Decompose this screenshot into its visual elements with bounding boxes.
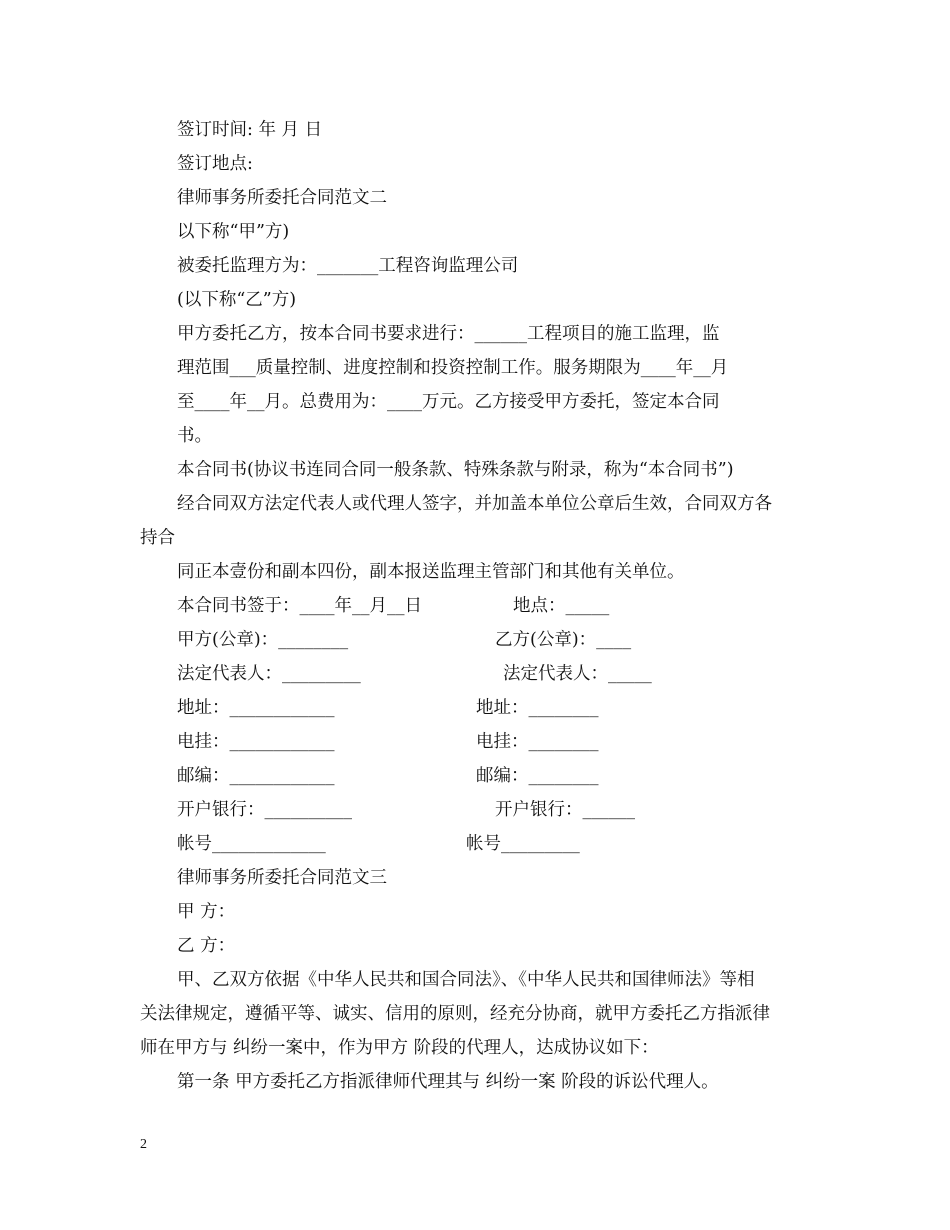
signing-time: 签订时间: 年 月 日 (177, 120, 323, 140)
paragraph-line: 理范围___质量控制、进度控制和投资控制工作。服务期限为____年__月 (177, 358, 729, 378)
paragraph-line: 同正本壹份和副本四份，副本报送监理主管部门和其他有关单位。 (177, 562, 685, 582)
party-b-address: 地址：________ (476, 698, 599, 718)
paragraph-line: 师在甲方与 纠纷一案中，作为甲方 阶段的代理人，达成协议如下： (140, 1038, 659, 1058)
party-b-postcode: 邮编：________ (476, 766, 599, 786)
party-a-note: 以下称“甲”方) (177, 222, 290, 242)
party-a-account: 帐号_____________ (177, 834, 326, 854)
article-one: 第一条 甲方委托乙方指派律师代理其与 纠纷一案 阶段的诉讼代理人。 (177, 1072, 719, 1092)
party-a-telegraph: 电挂：____________ (177, 732, 335, 752)
paragraph-line: 书。 (177, 426, 212, 446)
party-b-representative: 法定代表人：_____ (503, 664, 652, 684)
paragraph-line: 经合同双方法定代表人或代理人签字，并加盖本单位公章后生效，合同双方各 (177, 494, 772, 514)
signing-date: 本合同书签于：____年__月__日 (177, 596, 422, 616)
paragraph-line: 本合同书(协议书连同合同一般条款、特殊条款与附录，称为“本合同书”) (177, 460, 734, 480)
party-b-note: (以下称“乙”方) (177, 290, 297, 310)
supervisor-line: 被委托监理方为：_______工程咨询监理公司 (177, 256, 519, 276)
paragraph-line: 甲方委托乙方，按本合同书要求进行：______工程项目的施工监理，监 (177, 324, 720, 344)
page-number: 2 (140, 1137, 147, 1152)
party-b-account: 帐号_________ (466, 834, 580, 854)
party-a-address: 地址：____________ (177, 698, 335, 718)
section-heading-three: 律师事务所委托合同范文三 (177, 868, 387, 888)
party-b-label: 乙 方： (177, 936, 236, 956)
signing-place: 签订地点: (177, 154, 253, 174)
party-b-seal: 乙方(公章)：____ (495, 630, 632, 650)
party-a-representative: 法定代表人：_________ (177, 664, 361, 684)
paragraph-line: 持合 (140, 528, 175, 548)
party-a-seal: 甲方(公章)：________ (177, 630, 349, 650)
paragraph-line: 关法律规定，遵循平等、诚实、信用的原则，经充分协商，就甲方委托乙方指派律 (140, 1004, 770, 1024)
section-heading-two: 律师事务所委托合同范文二 (177, 188, 387, 208)
signing-location: 地点：_____ (513, 596, 610, 616)
paragraph-line: 甲、乙双方依据《中华人民共和国合同法》、《中华人民共和国律师法》等相 (177, 970, 755, 990)
party-b-telegraph: 电挂：________ (476, 732, 599, 752)
party-b-bank: 开户银行：______ (495, 800, 635, 820)
paragraph-line: 至____年__月。总费用为：____万元。乙方接受甲方委托，签定本合同 (177, 392, 720, 412)
party-a-postcode: 邮编：____________ (177, 766, 335, 786)
party-a-label: 甲 方： (177, 902, 236, 922)
party-a-bank: 开户银行：__________ (177, 800, 352, 820)
